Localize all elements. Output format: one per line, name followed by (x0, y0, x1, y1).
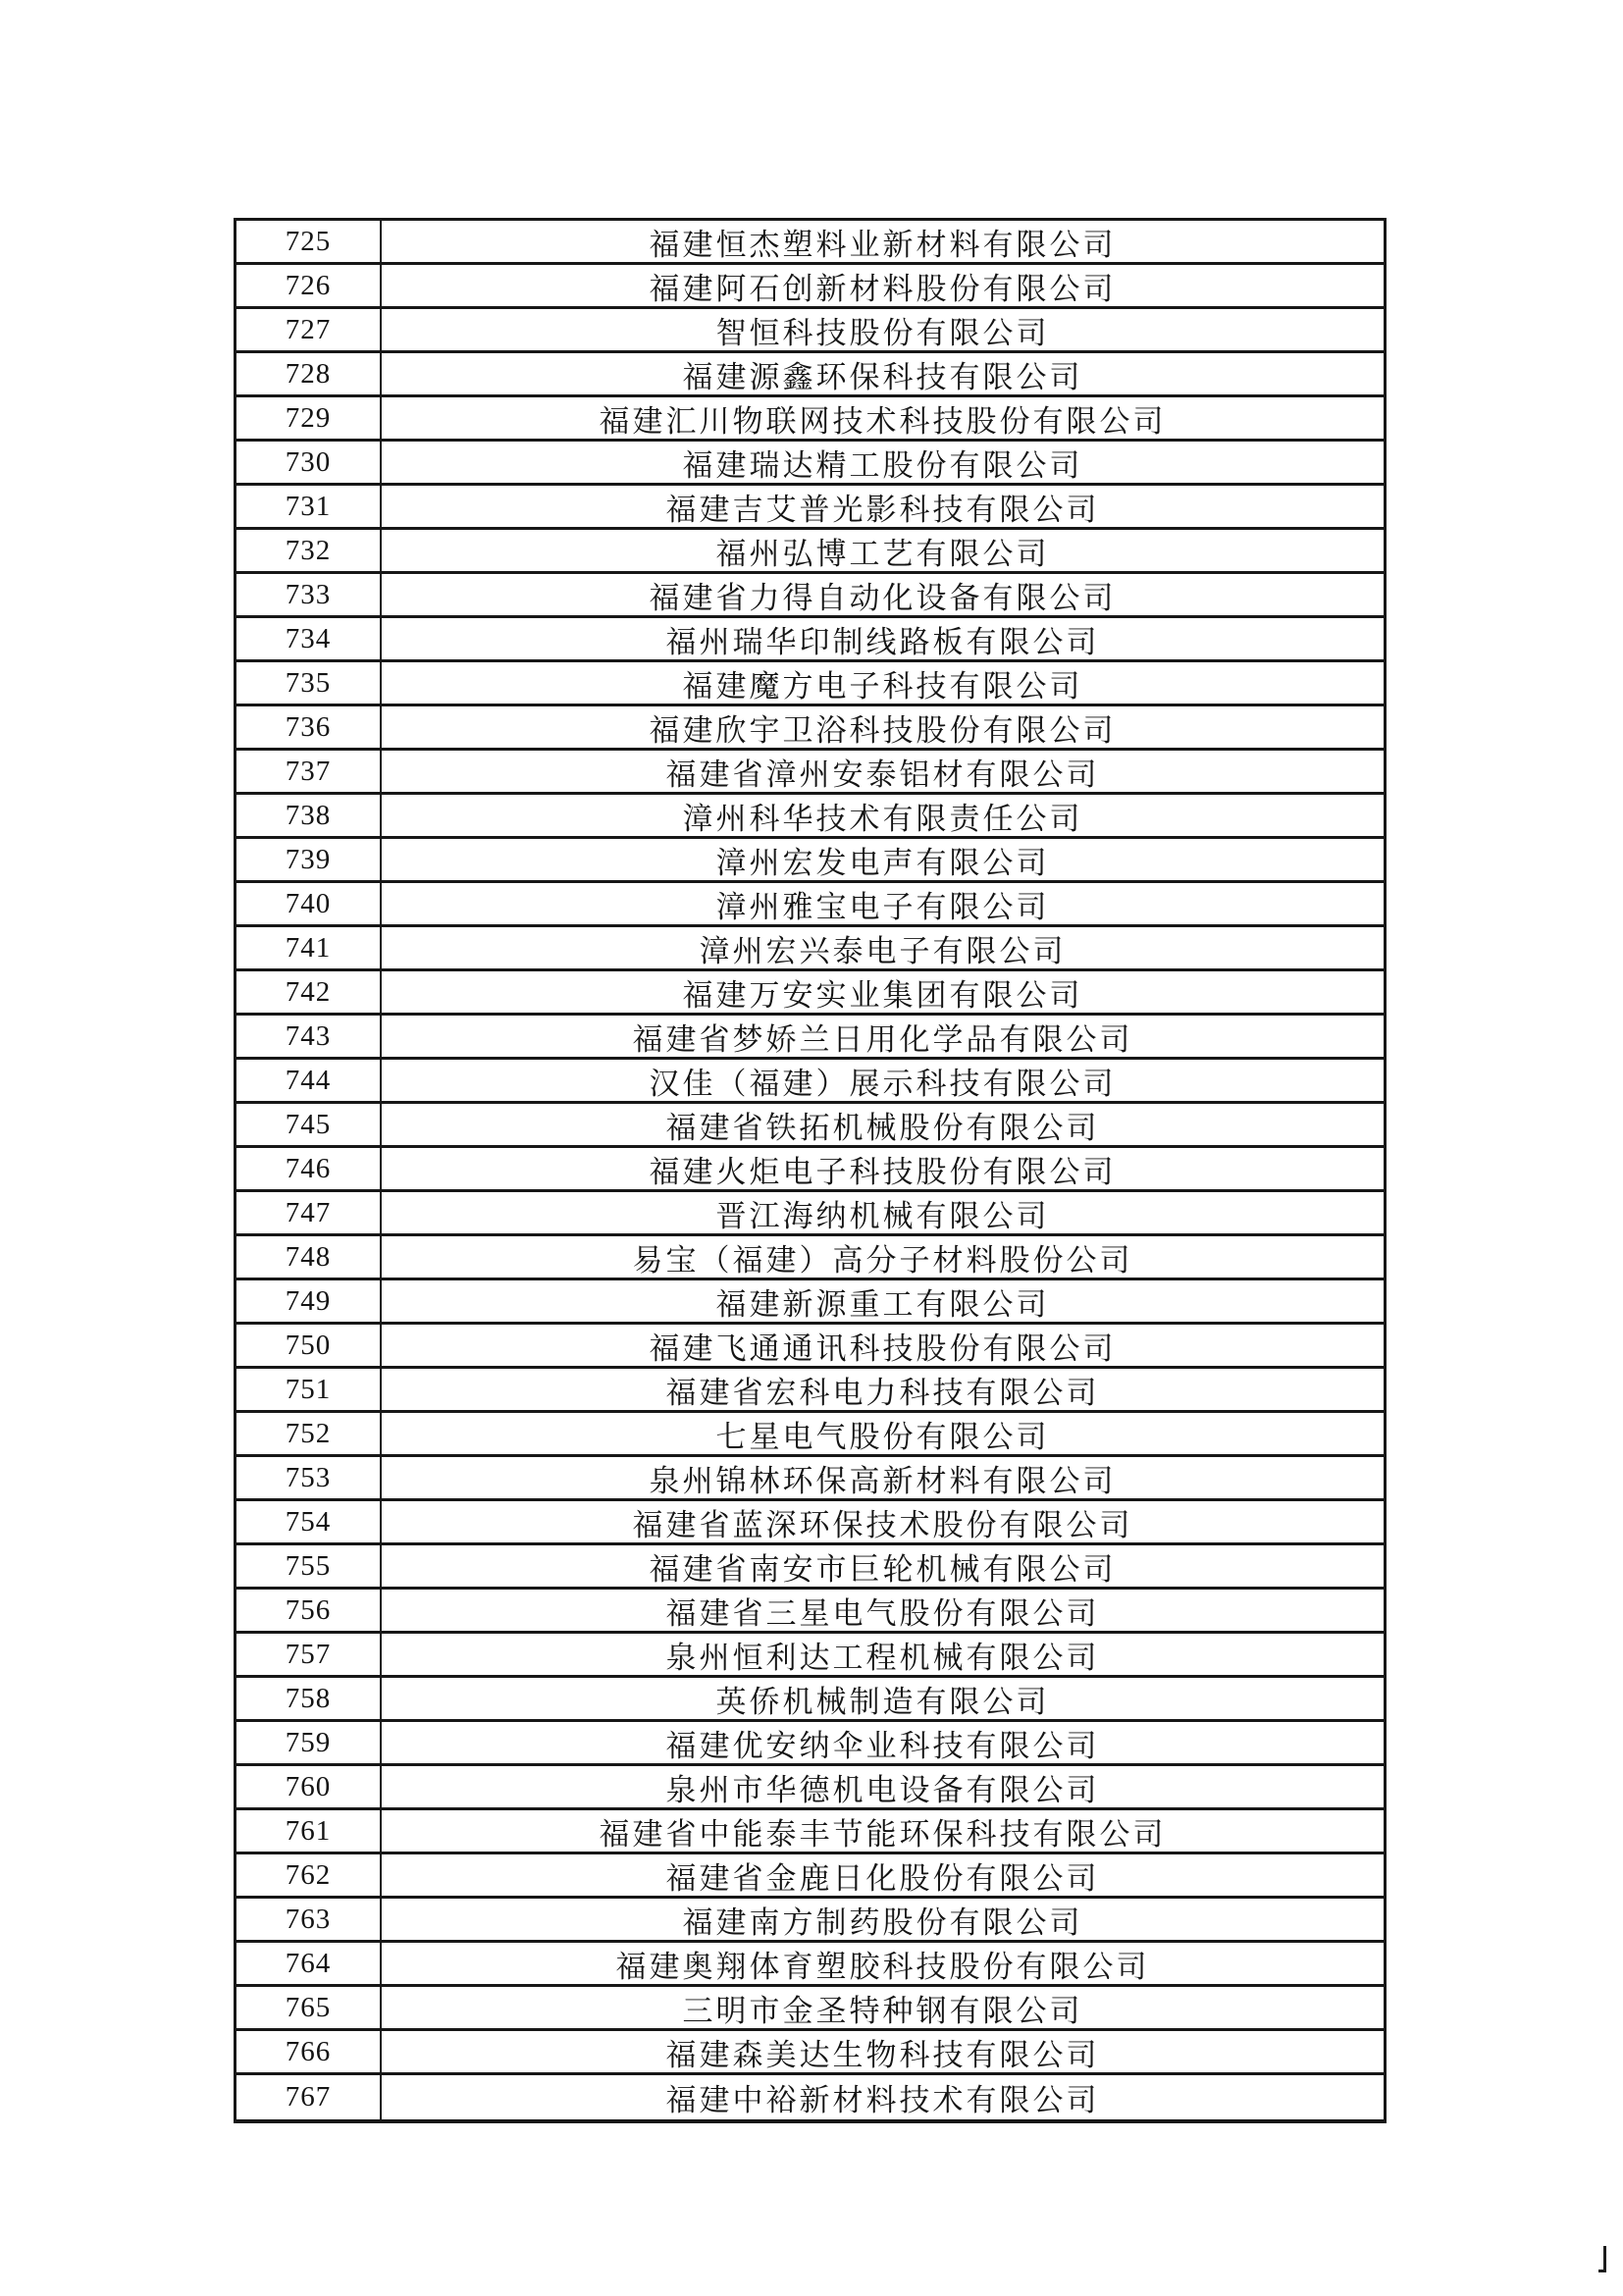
row-number-cell: 748 (236, 1236, 382, 1278)
company-name-cell: 漳州雅宝电子有限公司 (715, 889, 1050, 924)
row-number-cell: 728 (236, 353, 382, 394)
company-name-cell: 泉州市华德机电设备有限公司 (665, 1772, 1100, 1807)
table-row (236, 1590, 1384, 1634)
company-name-cell: 福建吉艾普光影科技有限公司 (665, 492, 1100, 527)
company-name-cell: 福建新源重工有限公司 (715, 1286, 1050, 1322)
row-number-cell: 750 (236, 1325, 382, 1366)
row-number-cell: 744 (236, 1060, 382, 1101)
table-row (236, 1325, 1384, 1369)
row-number-cell: 757 (236, 1634, 382, 1675)
company-name-cell: 福建飞通通讯科技股份有限公司 (649, 1331, 1117, 1366)
row-number-cell: 733 (236, 574, 382, 615)
table-row (236, 1104, 1384, 1148)
company-name-cell: 福建恒杰塑料业新材料有限公司 (649, 227, 1117, 262)
table-row (236, 1634, 1384, 1678)
row-number-cell: 747 (236, 1192, 382, 1233)
table-row (236, 1236, 1384, 1280)
row-number-cell: 764 (236, 1943, 382, 1984)
table-row (236, 1060, 1384, 1104)
row-number-cell: 762 (236, 1854, 382, 1896)
company-name-cell: 福建省宏科电力科技有限公司 (665, 1375, 1100, 1410)
company-name-cell: 福建魔方电子科技有限公司 (682, 668, 1083, 704)
row-number-cell: 761 (236, 1810, 382, 1852)
table-row (236, 1899, 1384, 1943)
table-row (236, 1501, 1384, 1545)
company-name-cell: 福建省力得自动化设备有限公司 (649, 580, 1117, 615)
row-number-cell: 729 (236, 397, 382, 439)
company-name-cell: 福州瑞华印制线路板有限公司 (665, 624, 1100, 659)
company-name-cell: 福建源鑫环保科技有限公司 (682, 359, 1083, 394)
row-number-cell: 751 (236, 1369, 382, 1410)
row-number-cell: 740 (236, 883, 382, 924)
company-name-cell: 晋江海纳机械有限公司 (715, 1198, 1050, 1233)
table-row (236, 1148, 1384, 1192)
table-row (236, 1943, 1384, 1987)
table-row (236, 839, 1384, 883)
row-number-cell: 725 (236, 221, 382, 262)
row-number-cell: 741 (236, 927, 382, 968)
table-row (236, 353, 1384, 397)
company-name-cell: 福建万安实业集团有限公司 (682, 977, 1083, 1013)
table-row (236, 618, 1384, 662)
table-row (236, 1280, 1384, 1325)
company-name-cell: 漳州科华技术有限责任公司 (682, 801, 1083, 836)
company-name-cell: 漳州宏发电声有限公司 (715, 845, 1050, 880)
row-number-cell: 754 (236, 1501, 382, 1542)
row-number-cell: 758 (236, 1678, 382, 1719)
company-name-cell: 福建奥翔体育塑胶科技股份有限公司 (615, 1949, 1150, 1984)
row-number-cell: 739 (236, 839, 382, 880)
table-row (236, 1413, 1384, 1457)
row-number-cell: 766 (236, 2031, 382, 2072)
table-row (236, 1722, 1384, 1766)
company-name-cell: 福建阿石创新材料股份有限公司 (649, 271, 1117, 306)
row-number-cell: 746 (236, 1148, 382, 1189)
row-number-cell: 726 (236, 265, 382, 306)
row-number-cell: 749 (236, 1280, 382, 1322)
table-row (236, 1457, 1384, 1501)
table-row (236, 397, 1384, 442)
company-name-cell: 福建中裕新材料技术有限公司 (665, 2083, 1100, 2117)
row-number-cell: 759 (236, 1722, 382, 1763)
company-name-cell: 漳州宏兴泰电子有限公司 (699, 933, 1067, 968)
company-name-cell: 福建省蓝深环保技术股份有限公司 (632, 1507, 1133, 1542)
row-number-cell: 753 (236, 1457, 382, 1498)
row-number-cell: 745 (236, 1104, 382, 1145)
company-name-cell: 福建省金鹿日化股份有限公司 (665, 1860, 1100, 1896)
company-name-cell: 福建瑞达精工股份有限公司 (682, 447, 1083, 483)
table-row (236, 265, 1384, 309)
table-row (236, 927, 1384, 971)
row-number-cell: 735 (236, 662, 382, 704)
row-number-cell: 736 (236, 706, 382, 748)
company-name-cell: 汉佳（福建）展示科技有限公司 (649, 1066, 1117, 1101)
table-row (236, 221, 1384, 265)
company-name-cell: 福建省三星电气股份有限公司 (665, 1595, 1100, 1631)
company-name-cell: 英侨机械制造有限公司 (715, 1684, 1050, 1719)
company-name-cell: 泉州锦林环保高新材料有限公司 (649, 1463, 1117, 1498)
table-row (236, 751, 1384, 795)
company-name-cell: 福建省铁拓机械股份有限公司 (665, 1110, 1100, 1145)
row-number-cell: 765 (236, 1987, 382, 2028)
row-number-cell: 763 (236, 1899, 382, 1940)
table-row (236, 2031, 1384, 2075)
row-number-cell: 760 (236, 1766, 382, 1807)
table-row (236, 1766, 1384, 1810)
company-name-cell: 泉州恒利达工程机械有限公司 (665, 1640, 1100, 1675)
company-name-cell: 三明市金圣特种钢有限公司 (682, 1993, 1083, 2028)
row-number-cell: 731 (236, 486, 382, 527)
company-name-cell: 福建欣宇卫浴科技股份有限公司 (649, 712, 1117, 748)
table-row (236, 883, 1384, 927)
company-name-cell: 福建省中能泰丰节能环保科技有限公司 (599, 1816, 1167, 1852)
table-row (236, 486, 1384, 530)
table-row (236, 1192, 1384, 1236)
company-name-cell: 福建省梦娇兰日用化学品有限公司 (632, 1021, 1133, 1057)
table-row (236, 1369, 1384, 1413)
company-name-cell: 福建省漳州安泰铝材有限公司 (665, 757, 1100, 792)
table-row (236, 662, 1384, 706)
row-number-cell: 755 (236, 1545, 382, 1587)
scan-artifact-mark (1603, 2246, 1606, 2272)
row-number-cell: 727 (236, 309, 382, 350)
row-number-cell: 738 (236, 795, 382, 836)
table-row (236, 1987, 1384, 2031)
company-name-cell: 福建汇川物联网技术科技股份有限公司 (599, 403, 1167, 439)
table-row (236, 1854, 1384, 1899)
table-row (236, 971, 1384, 1016)
table-row (236, 1678, 1384, 1722)
row-number-cell: 752 (236, 1413, 382, 1454)
company-name-cell: 智恒科技股份有限公司 (715, 315, 1050, 350)
company-list-table (234, 218, 1387, 2123)
table-row (236, 530, 1384, 574)
table-row (236, 706, 1384, 751)
table-row (236, 442, 1384, 486)
company-name-cell: 福建火炬电子科技股份有限公司 (649, 1154, 1117, 1189)
table-row (236, 574, 1384, 618)
row-number-cell: 732 (236, 530, 382, 571)
company-name-cell: 福建优安纳伞业科技有限公司 (665, 1728, 1100, 1763)
row-number-cell: 743 (236, 1016, 382, 1057)
table-row (236, 1810, 1384, 1854)
row-number-cell: 767 (236, 2075, 382, 2119)
table-row (236, 2075, 1384, 2119)
table-row (236, 795, 1384, 839)
company-name-cell: 七星电气股份有限公司 (715, 1419, 1050, 1454)
company-name-cell: 福建森美达生物科技有限公司 (665, 2037, 1100, 2072)
company-name-cell: 易宝（福建）高分子材料股份公司 (632, 1242, 1133, 1278)
company-name-cell: 福建省南安市巨轮机械有限公司 (649, 1551, 1117, 1587)
row-number-cell: 730 (236, 442, 382, 483)
table-row (236, 309, 1384, 353)
row-number-cell: 756 (236, 1590, 382, 1631)
table-row (236, 1016, 1384, 1060)
row-number-cell: 737 (236, 751, 382, 792)
row-number-cell: 734 (236, 618, 382, 659)
row-number-cell: 742 (236, 971, 382, 1013)
company-name-cell: 福建南方制药股份有限公司 (682, 1905, 1083, 1940)
company-name-cell: 福州弘博工艺有限公司 (715, 536, 1050, 571)
table-row (236, 1545, 1384, 1590)
